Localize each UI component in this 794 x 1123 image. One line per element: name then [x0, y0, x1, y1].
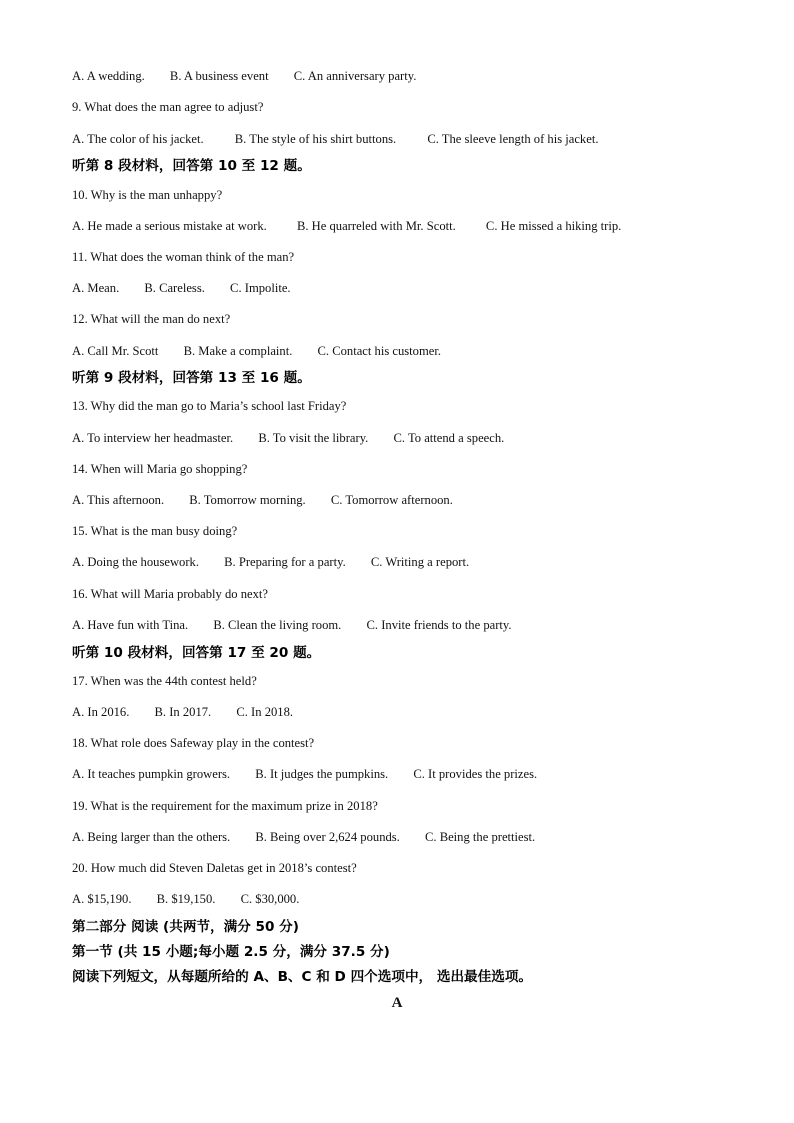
option-c: C. Being the prettiest.	[425, 830, 536, 844]
option-c: C. Tomorrow afternoon.	[330, 493, 453, 507]
option-b: B. The style of his shirt buttons.	[234, 132, 397, 146]
question-14: 14. When will Maria go shopping?	[72, 462, 248, 476]
q10-options	[72, 218, 621, 234]
question-9: 9. What does the man agree to adjust?	[72, 100, 264, 114]
question-11: 11. What does the woman think of the man?	[72, 250, 295, 264]
question-12: 12. What will the man do next?	[72, 312, 231, 326]
section-heading-9: 听第 9 段材料，回答第 13 至 16 题。	[72, 370, 311, 386]
option-b: B. Clean the living room.	[213, 618, 342, 632]
option-a: A. $15,190.	[72, 892, 132, 906]
option-c: C. Impolite.	[230, 281, 291, 295]
part-two-heading: 第二部分 阅读 (共两节，满分 50 分)	[72, 919, 299, 935]
option-b: B. It judges the pumpkins.	[255, 767, 389, 781]
option-c: C. $30,000.	[240, 892, 300, 906]
question-16: 16. What will Maria probably do next?	[72, 587, 268, 601]
question-10: 10. Why is the man unhappy?	[72, 188, 223, 202]
option-a: A. In 2016.	[72, 705, 130, 719]
option-a: A. It teaches pumpkin growers.	[72, 767, 231, 781]
option-a: A. A wedding.	[72, 69, 145, 83]
option-b: B. To visit the library.	[258, 431, 369, 445]
option-b: B. $19,150.	[156, 892, 216, 906]
option-b: B. A business event	[169, 69, 269, 83]
option-c: C. He missed a hiking trip.	[485, 219, 622, 233]
question-13: 13. Why did the man go to Maria’s school last Friday?	[72, 399, 347, 413]
q15-options	[72, 554, 469, 570]
q14-options	[72, 492, 453, 508]
option-a: A. Mean.	[72, 281, 120, 295]
option-a: A. He made a serious mistake at work.	[72, 219, 267, 233]
question-18: 18. What role does Safeway play in the contest?	[72, 736, 315, 750]
q12-options	[72, 343, 441, 359]
option-c: C. Invite friends to the party.	[366, 618, 512, 632]
section-heading-8: 听第 8 段材料，回答第 10 至 12 题。	[72, 158, 311, 174]
q13-options	[72, 430, 504, 446]
option-a: A. The color of his jacket.	[72, 132, 204, 146]
option-a: A. Call Mr. Scott	[72, 344, 159, 358]
q19-options	[72, 829, 535, 845]
passage-label: A	[391, 995, 403, 1011]
option-b: B. In 2017.	[154, 705, 212, 719]
option-b: B. Make a complaint.	[183, 344, 293, 358]
section-heading-10: 听第 10 段材料，回答第 17 至 20 题。	[72, 645, 321, 661]
option-c: C. Writing a report.	[370, 555, 470, 569]
option-c: C. It provides the prizes.	[413, 767, 538, 781]
option-a: A. This afternoon.	[72, 493, 165, 507]
option-a: A. Being larger than the others.	[72, 830, 231, 844]
option-a: A. Have fun with Tina.	[72, 618, 189, 632]
option-a: A. To interview her headmaster.	[72, 431, 234, 445]
reading-instruction: 阅读下列短文，从每题所给的 A、B、C 和 D 四个选项中， 选出最佳选项。	[72, 969, 533, 985]
question-20: 20. How much did Steven Daletas get in 2018’s contest?	[72, 861, 357, 875]
option-b: B. Being over 2,624 pounds.	[255, 830, 400, 844]
q17-options	[72, 704, 293, 720]
q9-options	[72, 131, 598, 147]
part-two-section-one-heading: 第一节 (共 15 小题;每小题 2.5 分，满分 37.5 分)	[72, 944, 390, 960]
option-c: C. The sleeve length of his jacket.	[427, 132, 599, 146]
q20-options	[72, 891, 299, 907]
option-b: B. Careless.	[144, 281, 205, 295]
question-15: 15. What is the man busy doing?	[72, 524, 238, 538]
question-17: 17. When was the 44th contest held?	[72, 674, 257, 688]
option-c: C. In 2018.	[236, 705, 294, 719]
option-c: C. Contact his customer.	[317, 344, 441, 358]
option-b: B. Tomorrow morning.	[189, 493, 306, 507]
option-c: C. To attend a speech.	[393, 431, 505, 445]
q18-options	[72, 766, 537, 782]
option-b: B. Preparing for a party.	[224, 555, 346, 569]
q8-options	[72, 68, 416, 84]
option-c: C. An anniversary party.	[293, 69, 417, 83]
option-a: A. Doing the housework.	[72, 555, 199, 569]
q11-options	[72, 280, 291, 296]
question-19: 19. What is the requirement for the maximum prize in 2018?	[72, 799, 378, 813]
q16-options	[72, 617, 512, 633]
option-b: B. He quarreled with Mr. Scott.	[296, 219, 456, 233]
